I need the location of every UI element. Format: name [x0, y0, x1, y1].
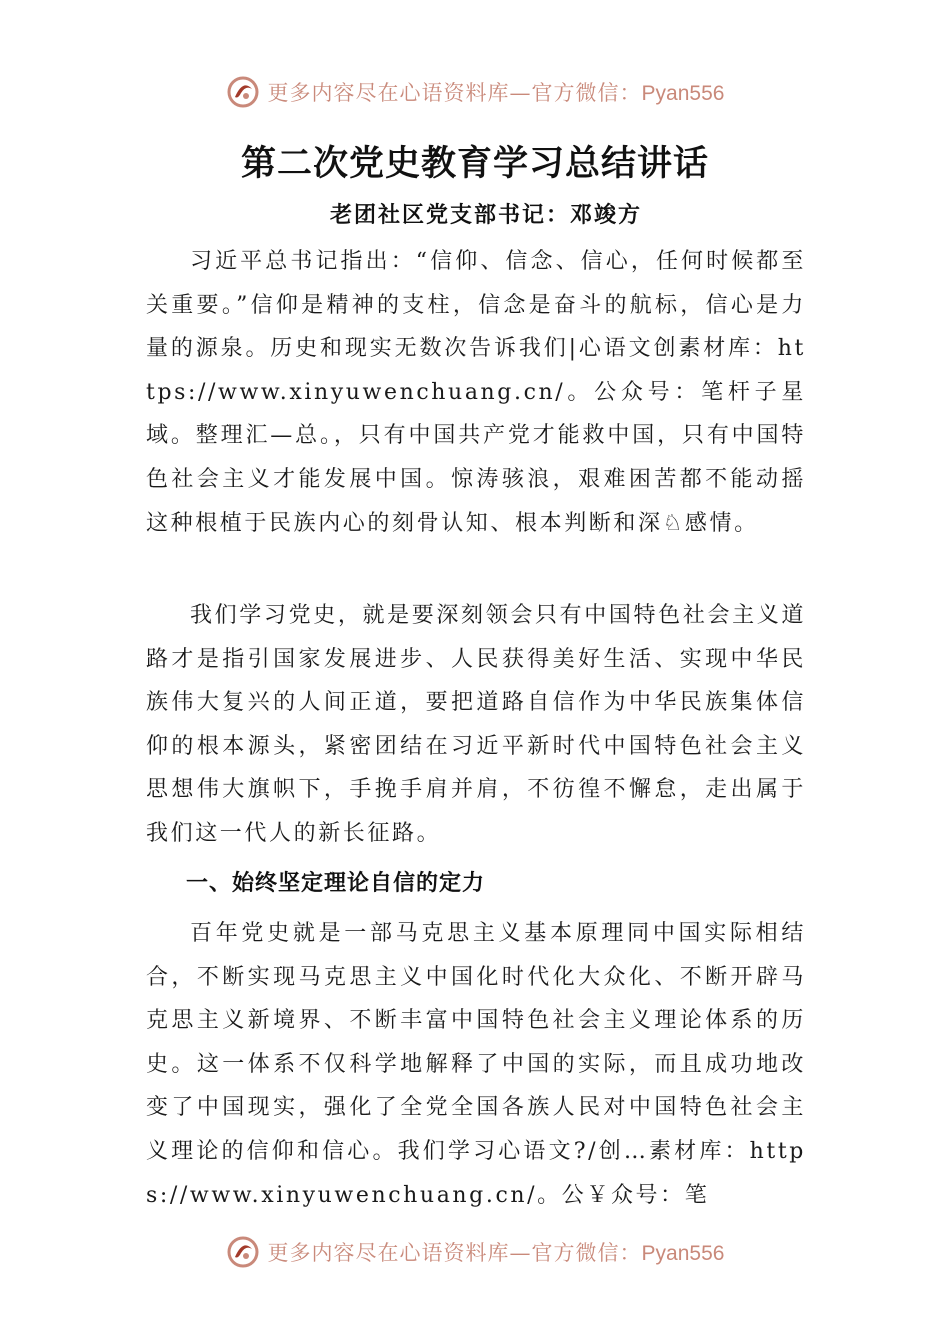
watermark-id: Pyan556: [641, 1242, 725, 1265]
document-author: 老团社区党支部书记：邓竣方: [330, 202, 643, 228]
paragraph-2: 我们学习党史，就是要深刻领会只有中国特色社会主义道路才是指引国家发展进步、人民获得美好生活、实现中华民族伟大复兴的人间正道，要把道路自信作为中华民族集体信仰的根本源头，紧密团结在习近平新时代中国特色社会主义思想伟大旗帜下，手挽手肩并肩，不彷徨不懈怠，走出属于我们这一代人的新长征路。: [146, 603, 806, 846]
paragraph-1: 习近平总书记指出：“信仰、信念、信心，任何时候都至关重要。”信仰是精神的支柱，信念是奋斗的航标，信心是力量的源泉。历史和现实无数次告诉我们|心语文创素材库：https://www.xinyuwenchuang.cn/。公众号：笔杆子星域。整理汇—总。，只有中国共产党才能救中国，只有中国特色社会主义才能发展中国。惊涛骇浪，艰难困苦都不能动摇这种根植于民族内心的刻骨认知、根本判断和深♘感情。: [146, 249, 806, 536]
watermark-text: 更多内容尽在心语资料库—官方微信：Pyan556: [267, 1241, 725, 1265]
top-watermark: [0, 72, 950, 112]
watermark-text: 更多内容尽在心语资料库—官方微信：Pyan556: [267, 81, 725, 105]
watermark-id: Pyan556: [641, 82, 725, 105]
document-title: 第二次党史教育学习总结讲话: [240, 144, 709, 184]
swirl-logo-icon: [226, 75, 260, 109]
section-heading: 一、始终坚定理论自信的定力: [186, 871, 486, 896]
bottom-watermark: [0, 1232, 950, 1272]
paragraph-3: 百年党史就是一部马克思主义基本原理同中国实际相结合，不断实现马克思主义中国化时代化大众化、不断开辟马克思主义新境界、不断丰富中国特色社会主义理论体系的历史。这一体系不仅科学地解释了中国的实际，而且成功地改变了中国现实，强化了全党全国各族人民对中国特色社会主义理论的信仰和信心。我们学习心语文?/创…素材库：https://www.xinyuwenchuang.cn/。公￥众号：笔: [146, 921, 806, 1208]
swirl-logo-icon: [226, 1235, 260, 1269]
